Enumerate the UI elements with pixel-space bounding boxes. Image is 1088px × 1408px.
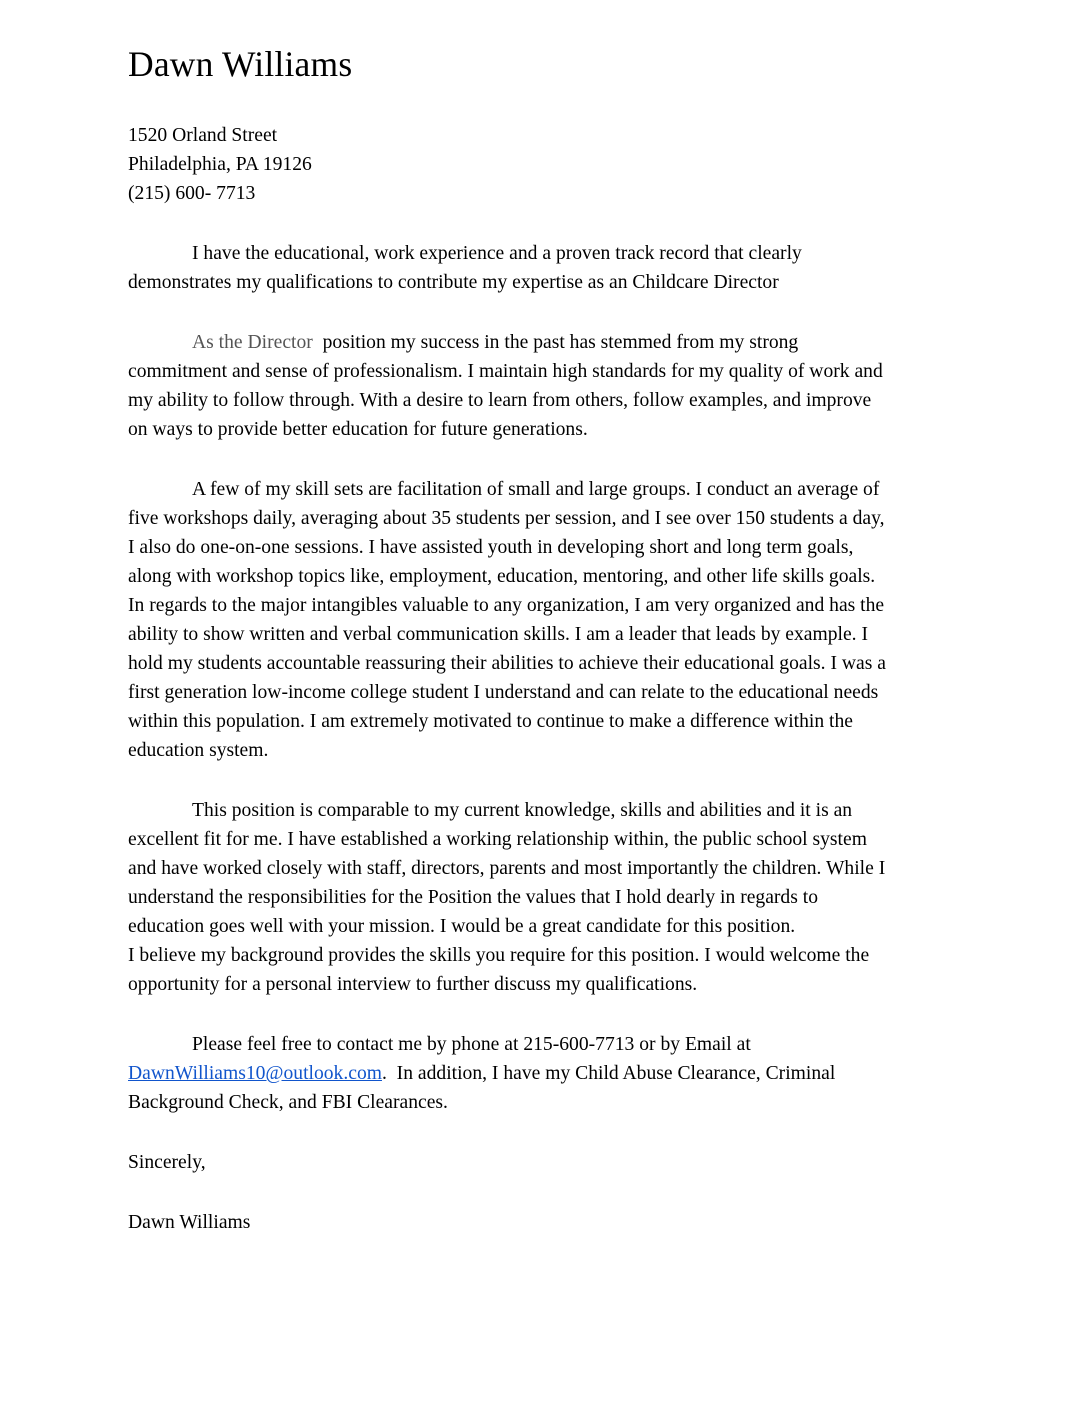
paragraph-line: education system. bbox=[128, 740, 269, 761]
closing-signature: Dawn Williams bbox=[128, 1212, 251, 1233]
paragraph-skills bbox=[128, 475, 962, 765]
paragraph-line: I also do one-on-one sessions. I have assisted youth in developing short and long term goals, bbox=[128, 537, 854, 558]
paragraph-line: my ability to follow through. With a desire to learn from others, follow examples, and improve bbox=[128, 390, 872, 411]
author-name-title: Dawn Williams bbox=[128, 44, 353, 84]
paragraph-line bbox=[128, 1059, 962, 1088]
paragraph-contact bbox=[128, 1030, 962, 1117]
paragraph-line: excellent fit for me. I have established a working relationship within, the public school system bbox=[128, 829, 867, 850]
paragraph-line: first generation low-income college student I understand and can relate to the educational needs bbox=[128, 682, 879, 703]
paragraph-line bbox=[128, 328, 962, 357]
address-phone: (215) 600- 7713 bbox=[128, 183, 256, 204]
closing-salutation: Sincerely, bbox=[128, 1152, 206, 1173]
paragraph-line: I have the educational, work experience and a proven track record that clearly bbox=[192, 243, 802, 264]
paragraph-line: Background Check, and FBI Clearances. bbox=[128, 1092, 448, 1113]
paragraph-line-rest: position my success in the past has stemmed from my strong bbox=[312, 332, 799, 353]
paragraph-line: I believe my background provides the skills you require for this position. I would welcome the bbox=[128, 945, 870, 966]
paragraph-line: within this population. I am extremely motivated to continue to make a difference within the bbox=[128, 711, 853, 732]
director-phrase-gray-text: As the Director bbox=[192, 332, 313, 353]
paragraph-line: demonstrates my qualifications to contribute my expertise as an Childcare Director bbox=[128, 272, 779, 293]
paragraph-line: hold my students accountable reassuring their abilities to achieve their educational goals. I was a bbox=[128, 653, 886, 674]
paragraph-line: education goes well with your mission. I would be a great candidate for this position. bbox=[128, 916, 796, 937]
paragraph-line-rest: . In addition, I have my Child Abuse Clearance, Criminal bbox=[381, 1063, 836, 1084]
address-street: 1520 Orland Street bbox=[128, 125, 278, 146]
paragraph-intro bbox=[128, 239, 962, 297]
paragraph-line: commitment and sense of professionalism. I maintain high standards for my quality of work and bbox=[128, 361, 883, 382]
email-link[interactable]: DawnWilliams10@outlook.com bbox=[128, 1063, 382, 1084]
paragraph-director-role bbox=[128, 328, 962, 444]
paragraph-line: on ways to provide better education for future generations. bbox=[128, 419, 588, 440]
paragraph-line: Please feel free to contact me by phone at 215-600-7713 or by Email at bbox=[192, 1034, 751, 1055]
paragraph-fit bbox=[128, 796, 962, 999]
closing-block bbox=[128, 1148, 962, 1237]
paragraph-line: This position is comparable to my current knowledge, skills and abilities and it is an bbox=[192, 800, 853, 821]
paragraph-line: In regards to the major intangibles valuable to any organization, I am very organized and has the bbox=[128, 595, 885, 616]
paragraph-line: along with workshop topics like, employment, education, mentoring, and other life skills goals. bbox=[128, 566, 876, 587]
paragraph-line: and have worked closely with staff, directors, parents and most importantly the children. While I bbox=[128, 858, 886, 879]
paragraph-line: ability to show written and verbal communication skills. I am a leader that leads by example. I bbox=[128, 624, 868, 645]
address-city-state-zip: Philadelphia, PA 19126 bbox=[128, 154, 312, 175]
paragraph-line: opportunity for a personal interview to further discuss my qualifications. bbox=[128, 974, 698, 995]
address-block bbox=[128, 121, 962, 208]
paragraph-line: five workshops daily, averaging about 35 students per session, and I see over 150 students a day, bbox=[128, 508, 885, 529]
paragraph-line: A few of my skill sets are facilitation of small and large groups. I conduct an average of bbox=[192, 479, 880, 500]
paragraph-line: understand the responsibilities for the Position the values that I hold dearly in regards to bbox=[128, 887, 818, 908]
